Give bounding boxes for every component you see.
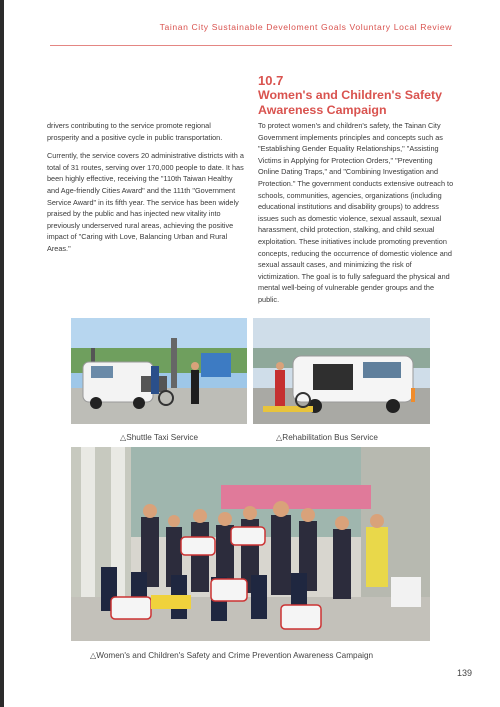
- shuttle-caption: △Shuttle Taxi Service: [120, 433, 199, 442]
- page-number: 139: [456, 668, 472, 678]
- campaign-caption: △Women's and Children's Safety and Crime Prevention Awareness Campaign: [90, 651, 374, 660]
- rehabilitation-caption: △Rehabilitation Bus Service: [276, 433, 378, 442]
- binding-spine: [0, 0, 4, 707]
- right-paragraph-1: To protect women's and children's safety, the Tainan City Government implements principles and concepts such as "Establishing Gender Equality Relationships," "Assisting Victims in Applying for Protection Orders," "Preventing Online Dating Traps," and "Combining Investigation and Protection." The government conducts extensive outreach to schools, communities, agencies, organizations (including educational institutions and disability groups) to address issues such as domestic violence, sexual assault, sexual harassment, child protection, stalking, and child sexual exploitation. These initiatives include promoting prevention concepts, reducing the occurrence of domestic violence and sexual assault cases, and minimizing the risk of victimization. The goal is to fully safeguard the physical and mental well-being of vulnerable gender groups and the public.: [258, 121, 454, 304]
- running-header: Tainan City Sustainable Develoment Goals Voluntary Local Review: [159, 22, 452, 32]
- left-column: [47, 120, 244, 262]
- section-number: 10.7: [258, 73, 284, 88]
- left-paragraph-1: drivers contributing to the service promote regional prosperity and a positive cycle in public transportation.: [47, 121, 223, 142]
- shuttle-taxi-photo: [71, 318, 247, 424]
- section-title: Women's and Children's Safety Awareness Campaign: [258, 88, 442, 117]
- right-column: [258, 120, 455, 306]
- rehabilitation-bus-photo: [253, 318, 430, 424]
- left-paragraph-2: Currently, the service covers 20 administrative districts with a total of 31 routes, serving over 170,000 people to date. It has been highly effective, receiving the "110th Taiwan Healthy and Age-friendly Cities Award" and the 111th "Government Service Award" in its fifth year. The service has been widely praised by the public and has injected new vitality into previously underserved rural areas, achieving the positive impact of "Caring with Love, Balancing Urban and Rural Areas.": [47, 151, 244, 253]
- safety-campaign-photo: [71, 447, 430, 641]
- header-rule: [50, 45, 452, 46]
